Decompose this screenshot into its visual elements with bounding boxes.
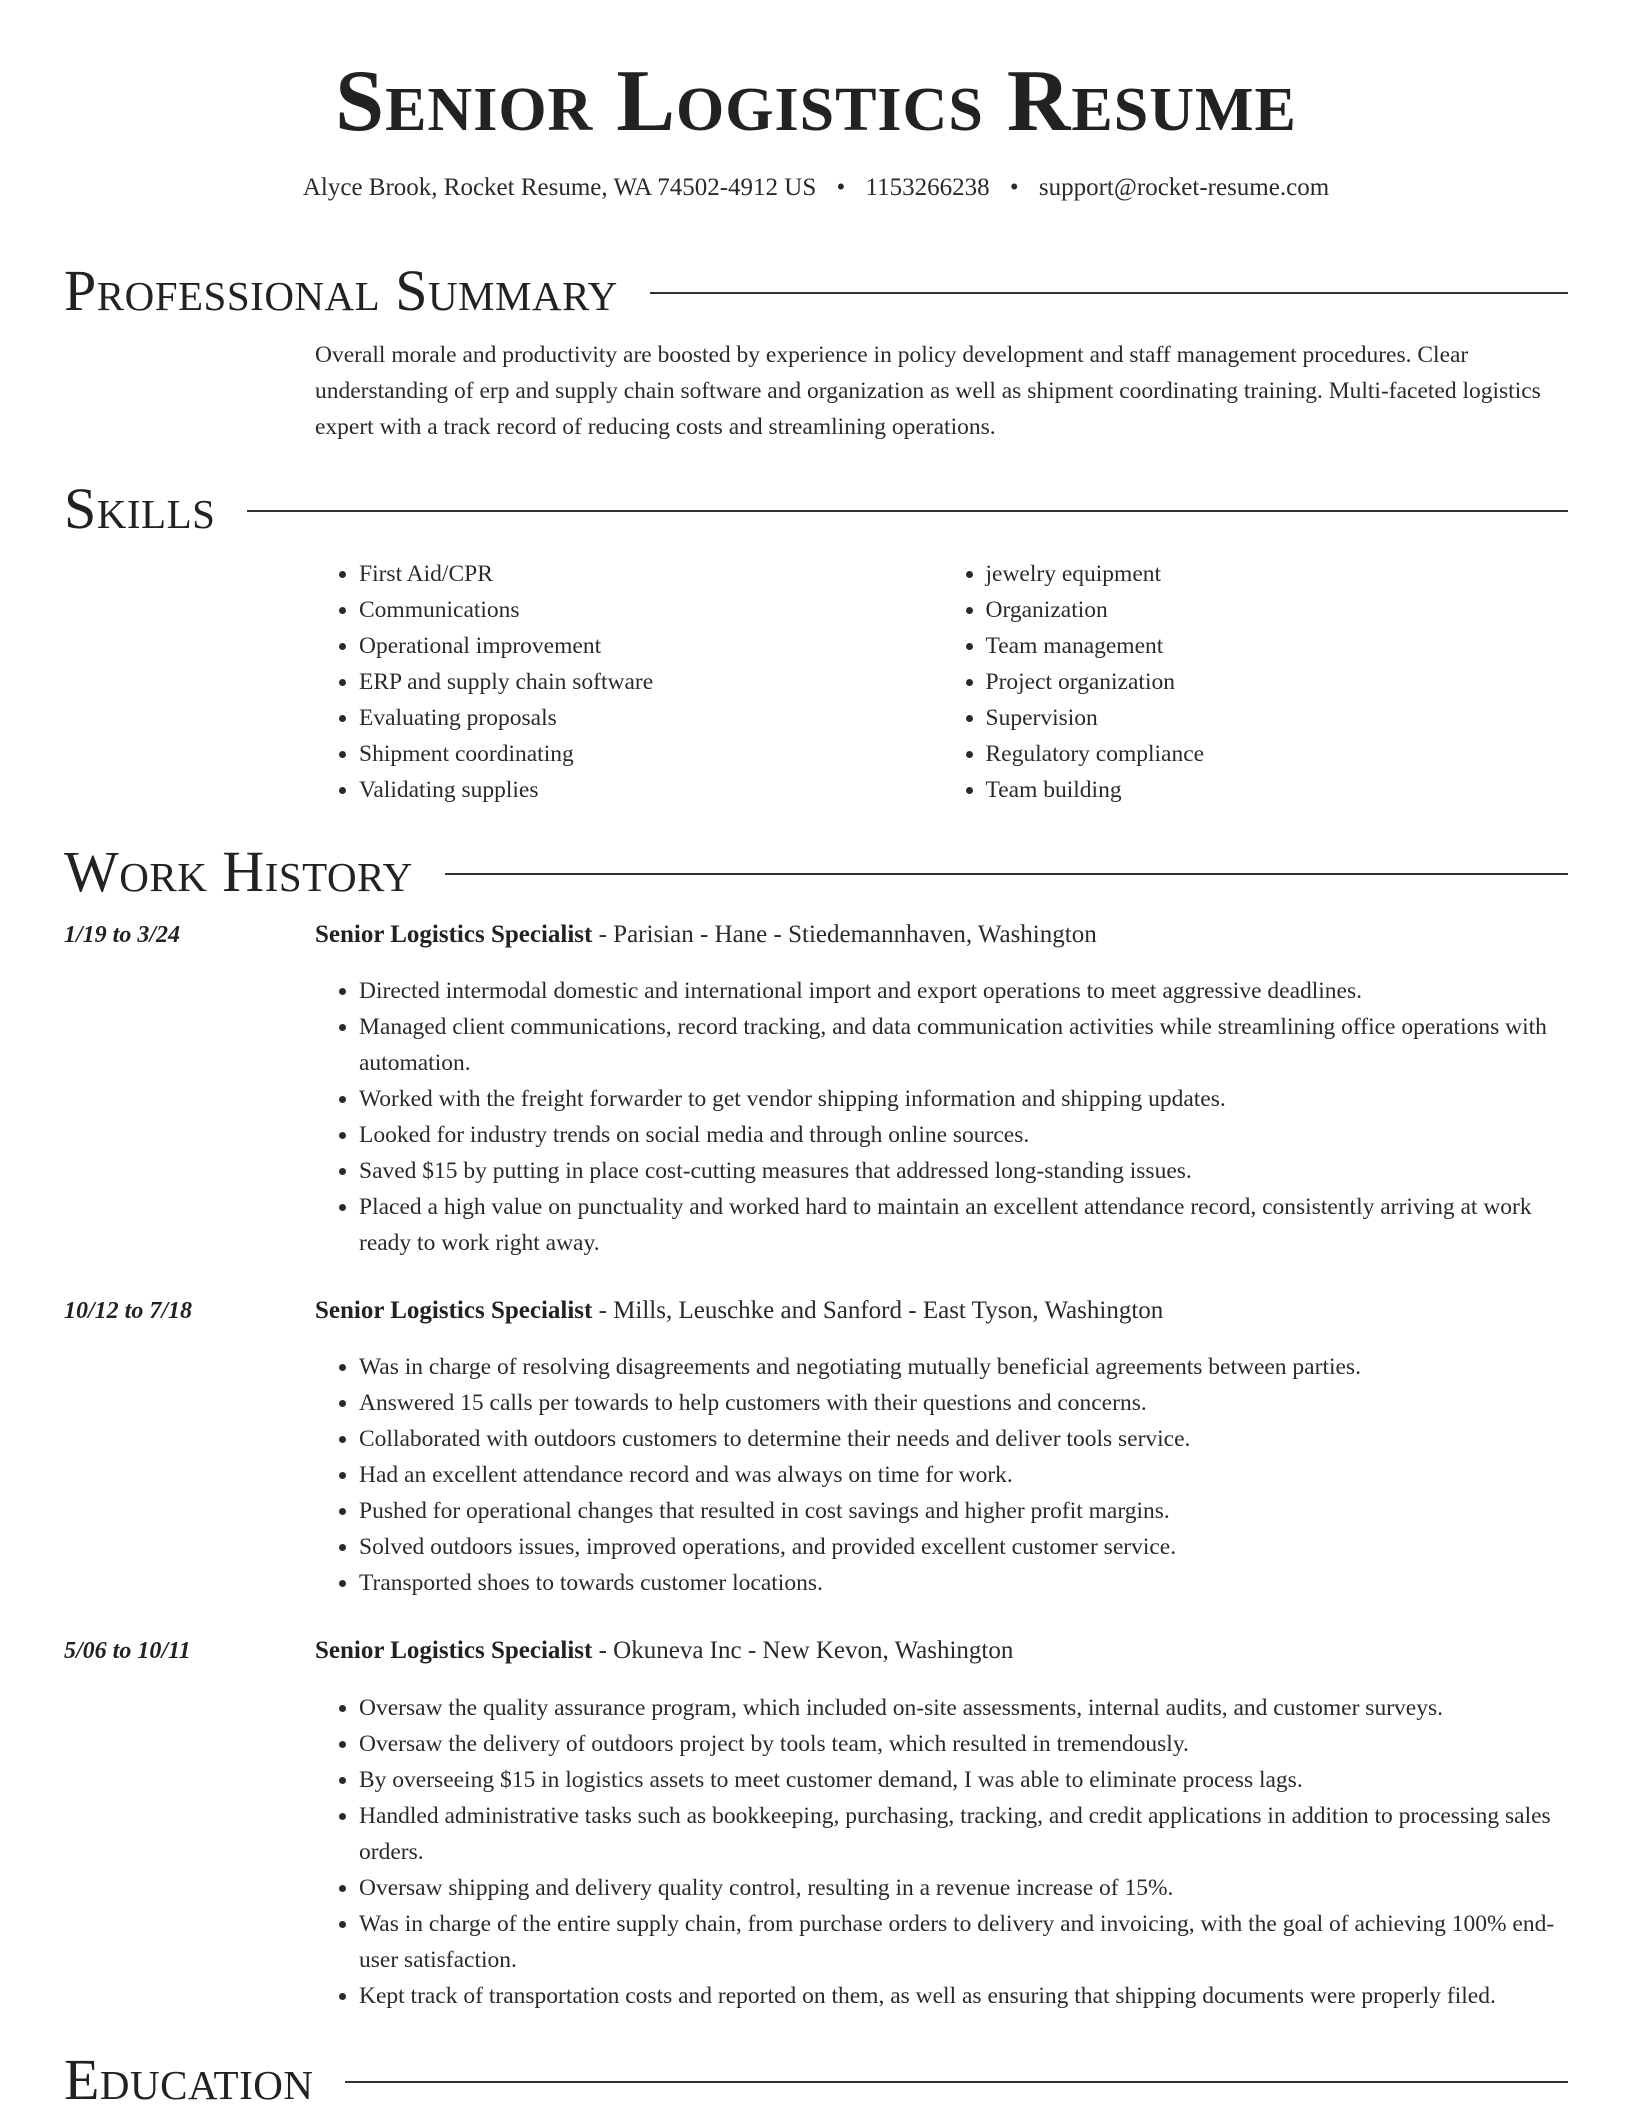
job-dates: 5/06 to 10/11 (64, 1638, 191, 1664)
section-divider (247, 510, 1568, 512)
section-divider (345, 2081, 1568, 2083)
contact-separator: • (836, 174, 846, 201)
summary-text: Overall morale and productivity are boosted by experience in policy development and staff management procedures. Clear understanding of erp and supply chain software and organization as well as shipment coordinating training. Multi-faceted logistics expert with a track record of reducing costs and streamlining operations. (315, 342, 1541, 440)
skill-item: • Communications (359, 592, 942, 628)
job-company: - Parisian - Hane - Stiedemannhaven, Washington (592, 921, 1097, 948)
job-bullet: • By overseeing $15 in logistics assets to meet customer demand, I was able to eliminate process lags. (359, 1762, 1568, 1798)
skills-heading: Skills (64, 476, 216, 541)
contact-line (0, 174, 1632, 202)
job-bullet: • Directed intermodal domestic and international import and export operations to meet aggressive deadlines. (359, 973, 1568, 1009)
job-bullet: • Handled administrative tasks such as bookkeeping, purchasing, tracking, and credit applications in addition to processing sales orders. (359, 1798, 1568, 1870)
job-company: - Okuneva Inc - New Kevon, Washington (592, 1637, 1014, 1664)
skill-item: • Operational improvement (359, 628, 942, 664)
work-section-header (64, 839, 1568, 904)
job-bullet: • Worked with the freight forwarder to get vendor shipping information and shipping updates. (359, 1081, 1568, 1117)
skills-column-1 (315, 556, 942, 808)
section-divider (650, 292, 1568, 294)
job-bullet: • Kept track of transportation costs and reported on them, as well as ensuring that shipping documents were properly filed. (359, 1978, 1568, 2014)
summary-heading: Professional Summary (64, 258, 618, 323)
skills-column-2 (942, 556, 1569, 808)
job-heading (315, 1297, 1163, 1325)
job-bullets (315, 1690, 1568, 2014)
work-heading: Work History (64, 839, 413, 904)
job-bullet: • Collaborated with outdoors customers to determine their needs and deliver tools service. (359, 1421, 1568, 1457)
job-dates: 1/19 to 3/24 (64, 922, 181, 948)
skill-item: • Shipment coordinating (359, 736, 942, 772)
job-bullets (315, 1349, 1568, 1601)
skill-item: • First Aid/CPR (359, 556, 942, 592)
education-section-header (64, 2047, 1568, 2112)
job-bullets (315, 973, 1568, 1261)
job-bullet: • Transported shoes to towards customer locations. (359, 1565, 1568, 1601)
job-bullet: • Saved $15 by putting in place cost-cutting measures that addressed long-standing issues. (359, 1153, 1568, 1189)
job-bullet: • Solved outdoors issues, improved operations, and provided excellent customer service. (359, 1529, 1568, 1565)
skill-item: • Team management (986, 628, 1569, 664)
skill-item: • Organization (986, 592, 1569, 628)
job-bullet: • Answered 15 calls per towards to help customers with their questions and concerns. (359, 1385, 1568, 1421)
job-bullet: • Looked for industry trends on social media and through online sources. (359, 1117, 1568, 1153)
job-heading (315, 921, 1097, 949)
job-bullet: • Managed client communications, record tracking, and data communication activities while streamlining office operations with automation. (359, 1009, 1568, 1081)
job-bullet: • Placed a high value on punctuality and worked hard to maintain an excellent attendance record, consistently arriving at work ready to work right away. (359, 1189, 1568, 1261)
contact-separator: • (1009, 174, 1019, 201)
skill-item: • Team building (986, 772, 1569, 808)
skill-item: • ERP and supply chain software (359, 664, 942, 700)
job-bullet: • Was in charge of resolving disagreements and negotiating mutually beneficial agreements between parties. (359, 1349, 1568, 1385)
job-bullet: • Had an excellent attendance record and was always on time for work. (359, 1457, 1568, 1493)
job-bullet: • Oversaw shipping and delivery quality control, resulting in a revenue increase of 15%. (359, 1870, 1568, 1906)
job-bullet: • Oversaw the quality assurance program, which included on-site assessments, internal audits, and customer surveys. (359, 1690, 1568, 1726)
education-heading: Education (64, 2047, 314, 2112)
skill-item: • Evaluating proposals (359, 700, 942, 736)
resume-title: Senior Logistics Resume (335, 53, 1297, 150)
job-title: Senior Logistics Specialist (315, 1297, 593, 1324)
job-dates: 10/12 to 7/18 (64, 1298, 193, 1324)
contact-email: support@rocket-resume.com (1038, 174, 1330, 201)
section-divider (445, 873, 1568, 875)
skills-list (315, 556, 1568, 808)
job-bullet: • Was in charge of the entire supply chain, from purchase orders to delivery and invoicing, with the goal of achieving 100% end-user satisfaction. (359, 1906, 1568, 1978)
job-bullet: • Oversaw the delivery of outdoors project by tools team, which resulted in tremendously. (359, 1726, 1568, 1762)
job-company: - Mills, Leuschke and Sanford - East Tyson, Washington (592, 1297, 1164, 1324)
skill-item: • jewelry equipment (986, 556, 1569, 592)
contact-phone: 1153266238 (865, 174, 990, 201)
job-heading (315, 1637, 1013, 1665)
skill-item: • Supervision (986, 700, 1569, 736)
job-title: Senior Logistics Specialist (315, 921, 593, 948)
summary-section-header (64, 258, 1568, 323)
skill-item: • Regulatory compliance (986, 736, 1569, 772)
skills-section-header (64, 476, 1568, 541)
skill-item: • Project organization (986, 664, 1569, 700)
skill-item: • Validating supplies (359, 772, 942, 808)
job-title: Senior Logistics Specialist (315, 1637, 593, 1664)
job-bullet: • Pushed for operational changes that resulted in cost savings and higher profit margins. (359, 1493, 1568, 1529)
contact-address: Alyce Brook, Rocket Resume, WA 74502-4912 US (302, 174, 817, 201)
